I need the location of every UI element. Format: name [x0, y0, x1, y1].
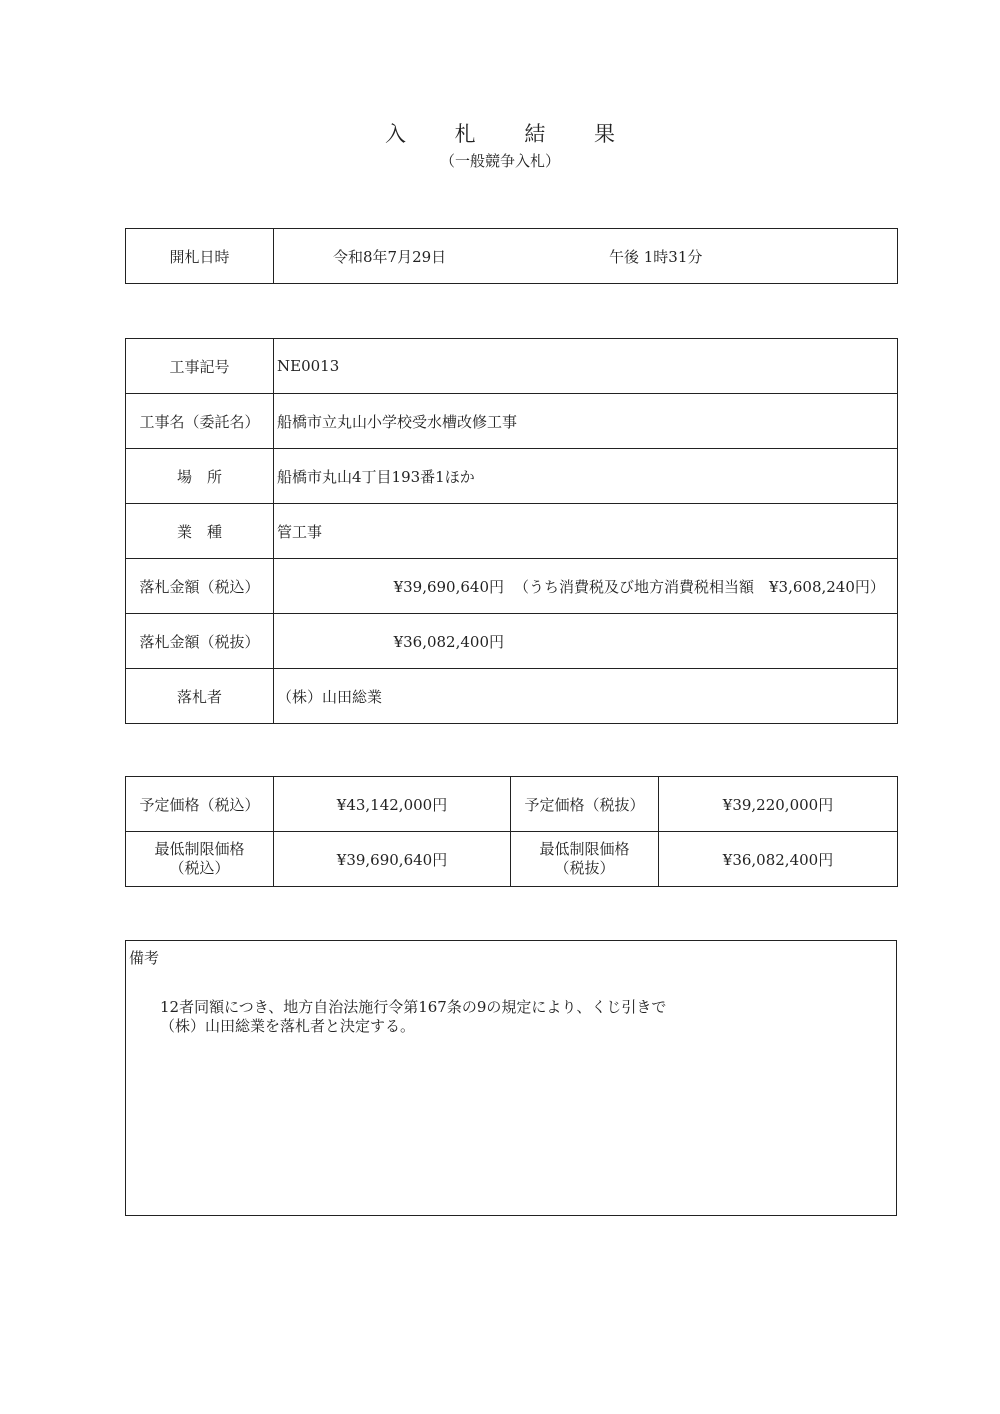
table-row	[126, 339, 898, 394]
page-title: 入 札 結 果	[384, 122, 637, 146]
remarks-body	[160, 998, 666, 1036]
amount-incl-cell	[274, 559, 898, 614]
opening-date: 令和8年7月29日	[333, 247, 447, 266]
row-value: 管工事	[274, 504, 898, 559]
row-value: 船橋市丸山4丁目193番1ほか	[274, 449, 898, 504]
min-excl-label	[511, 832, 659, 887]
table-row	[126, 394, 898, 449]
min-incl-label-line1: 最低制限価格	[154, 840, 245, 858]
table-row	[126, 832, 898, 887]
table-row	[126, 614, 898, 669]
prices-table	[125, 776, 898, 887]
amount-incl-label: 落札金額（税込）	[126, 559, 274, 614]
planned-excl-value: ¥39,220,000円	[659, 777, 898, 832]
row-label: 場 所	[126, 449, 274, 504]
table-row	[126, 777, 898, 832]
min-incl-value: ¥39,690,640円	[274, 832, 511, 887]
remarks-box	[125, 940, 897, 1216]
row-value: 船橋市立丸山小学校受水槽改修工事	[274, 394, 898, 449]
table-row	[126, 669, 898, 724]
amount-excl-cell	[274, 614, 898, 669]
min-excl-value: ¥36,082,400円	[659, 832, 898, 887]
row-label: 工事記号	[126, 339, 274, 394]
planned-excl-label: 予定価格（税抜）	[511, 777, 659, 832]
remarks-label: 備考	[129, 949, 160, 967]
amount-excl-label: 落札金額（税抜）	[126, 614, 274, 669]
details-table	[125, 338, 898, 724]
page-subtitle: （一般競争入札）	[439, 152, 560, 170]
winner-value: （株）山田総業	[274, 669, 898, 724]
min-excl-label-line1: 最低制限価格	[539, 840, 630, 858]
row-value: NE0013	[274, 339, 898, 394]
row-label: 業 種	[126, 504, 274, 559]
table-row	[126, 559, 898, 614]
opening-datetime	[274, 229, 898, 284]
min-excl-label-line2: （税抜）	[554, 859, 615, 877]
tax-note: （うち消費税及び地方消費税相当額 ¥3,608,240円）	[514, 577, 885, 596]
table-row	[126, 504, 898, 559]
planned-incl-value: ¥43,142,000円	[274, 777, 511, 832]
amount-incl-value: ¥39,690,640円	[393, 577, 504, 596]
remarks-line: 12者同額につき、地方自治法施行令第167条の9の規定により、くじ引きで	[160, 998, 667, 1016]
min-incl-label	[126, 832, 274, 887]
row-label: 工事名（委託名）	[126, 394, 274, 449]
winner-label: 落札者	[126, 669, 274, 724]
remarks-line: （株）山田総業を落札者と決定する。	[160, 1017, 416, 1035]
table-row	[126, 449, 898, 504]
planned-incl-label: 予定価格（税込）	[126, 777, 274, 832]
opening-time: 午後 1時31分	[609, 247, 703, 266]
min-incl-label-line2: （税込）	[169, 859, 230, 877]
amount-excl-value: ¥36,082,400円	[393, 632, 504, 651]
opening-table	[125, 228, 898, 284]
opening-label: 開札日時	[126, 229, 274, 284]
